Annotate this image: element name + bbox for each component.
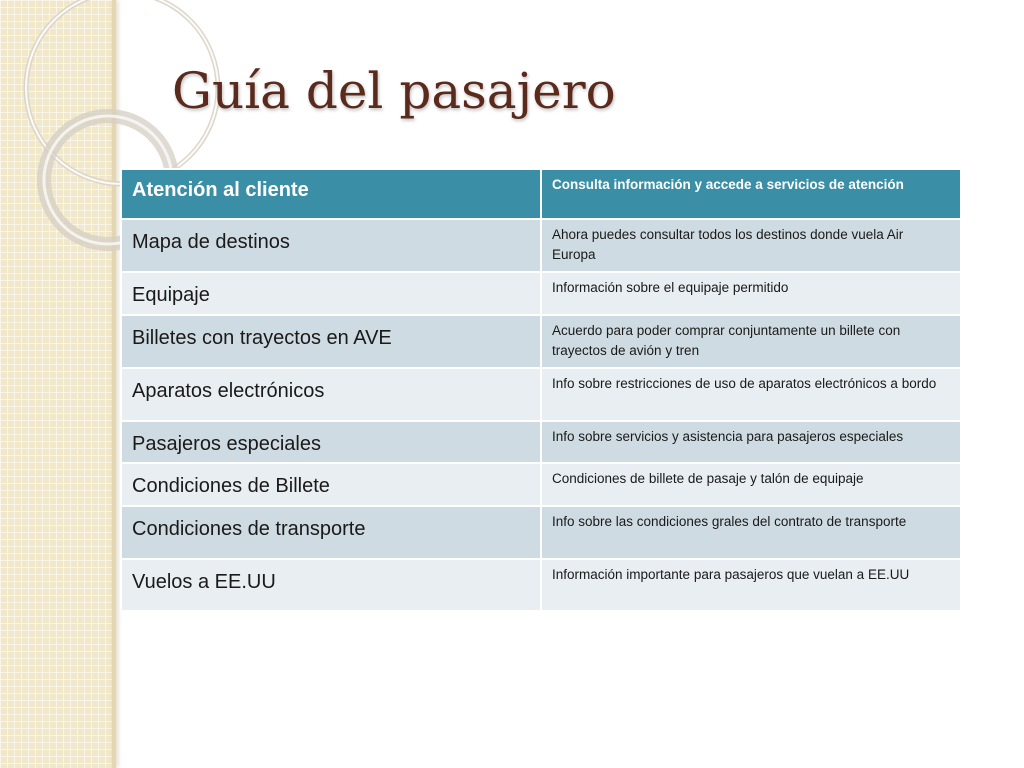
table-row bbox=[121, 421, 961, 463]
row-description-cell: Información importante para pasajeros que vuelan a EE.UU bbox=[541, 559, 961, 611]
row-description-cell: Información sobre el equipaje permitido bbox=[541, 272, 961, 315]
row-description-cell: Acuerdo para poder comprar conjuntamente un billete con trayectos de avión y tren bbox=[541, 315, 961, 368]
table-row bbox=[121, 219, 961, 272]
row-description-cell: Info sobre servicios y asistencia para pasajeros especiales bbox=[541, 421, 961, 463]
row-description-cell: Condiciones de billete de pasaje y talón de equipaje bbox=[541, 463, 961, 506]
table-row bbox=[121, 272, 961, 315]
table-row bbox=[121, 463, 961, 506]
row-topic-cell: Condiciones de transporte bbox=[121, 506, 541, 559]
table-row bbox=[121, 559, 961, 611]
row-description-cell: Info sobre restricciones de uso de aparatos electrónicos a bordo bbox=[541, 368, 961, 421]
row-topic-cell: Equipaje bbox=[121, 272, 541, 315]
row-topic-cell: Billetes con trayectos en AVE bbox=[121, 315, 541, 368]
row-topic-cell: Condiciones de Billete bbox=[121, 463, 541, 506]
row-topic-cell: Pasajeros especiales bbox=[121, 421, 541, 463]
header-topic-cell: Atención al cliente bbox=[121, 169, 541, 219]
row-topic-cell: Vuelos a EE.UU bbox=[121, 559, 541, 611]
row-description-cell: Info sobre las condiciones grales del contrato de transporte bbox=[541, 506, 961, 559]
passenger-guide-table bbox=[120, 168, 962, 612]
table-row bbox=[121, 315, 961, 368]
table-header-row bbox=[121, 169, 961, 219]
row-topic-cell: Mapa de destinos bbox=[121, 219, 541, 272]
row-topic-cell: Aparatos electrónicos bbox=[121, 368, 541, 421]
slide-title: Guía del pasajero bbox=[172, 62, 616, 120]
table-row bbox=[121, 368, 961, 421]
header-description-cell: Consulta información y accede a servicios de atención bbox=[541, 169, 961, 219]
row-description-cell: Ahora puedes consultar todos los destinos donde vuela Air Europa bbox=[541, 219, 961, 272]
table-row bbox=[121, 506, 961, 559]
